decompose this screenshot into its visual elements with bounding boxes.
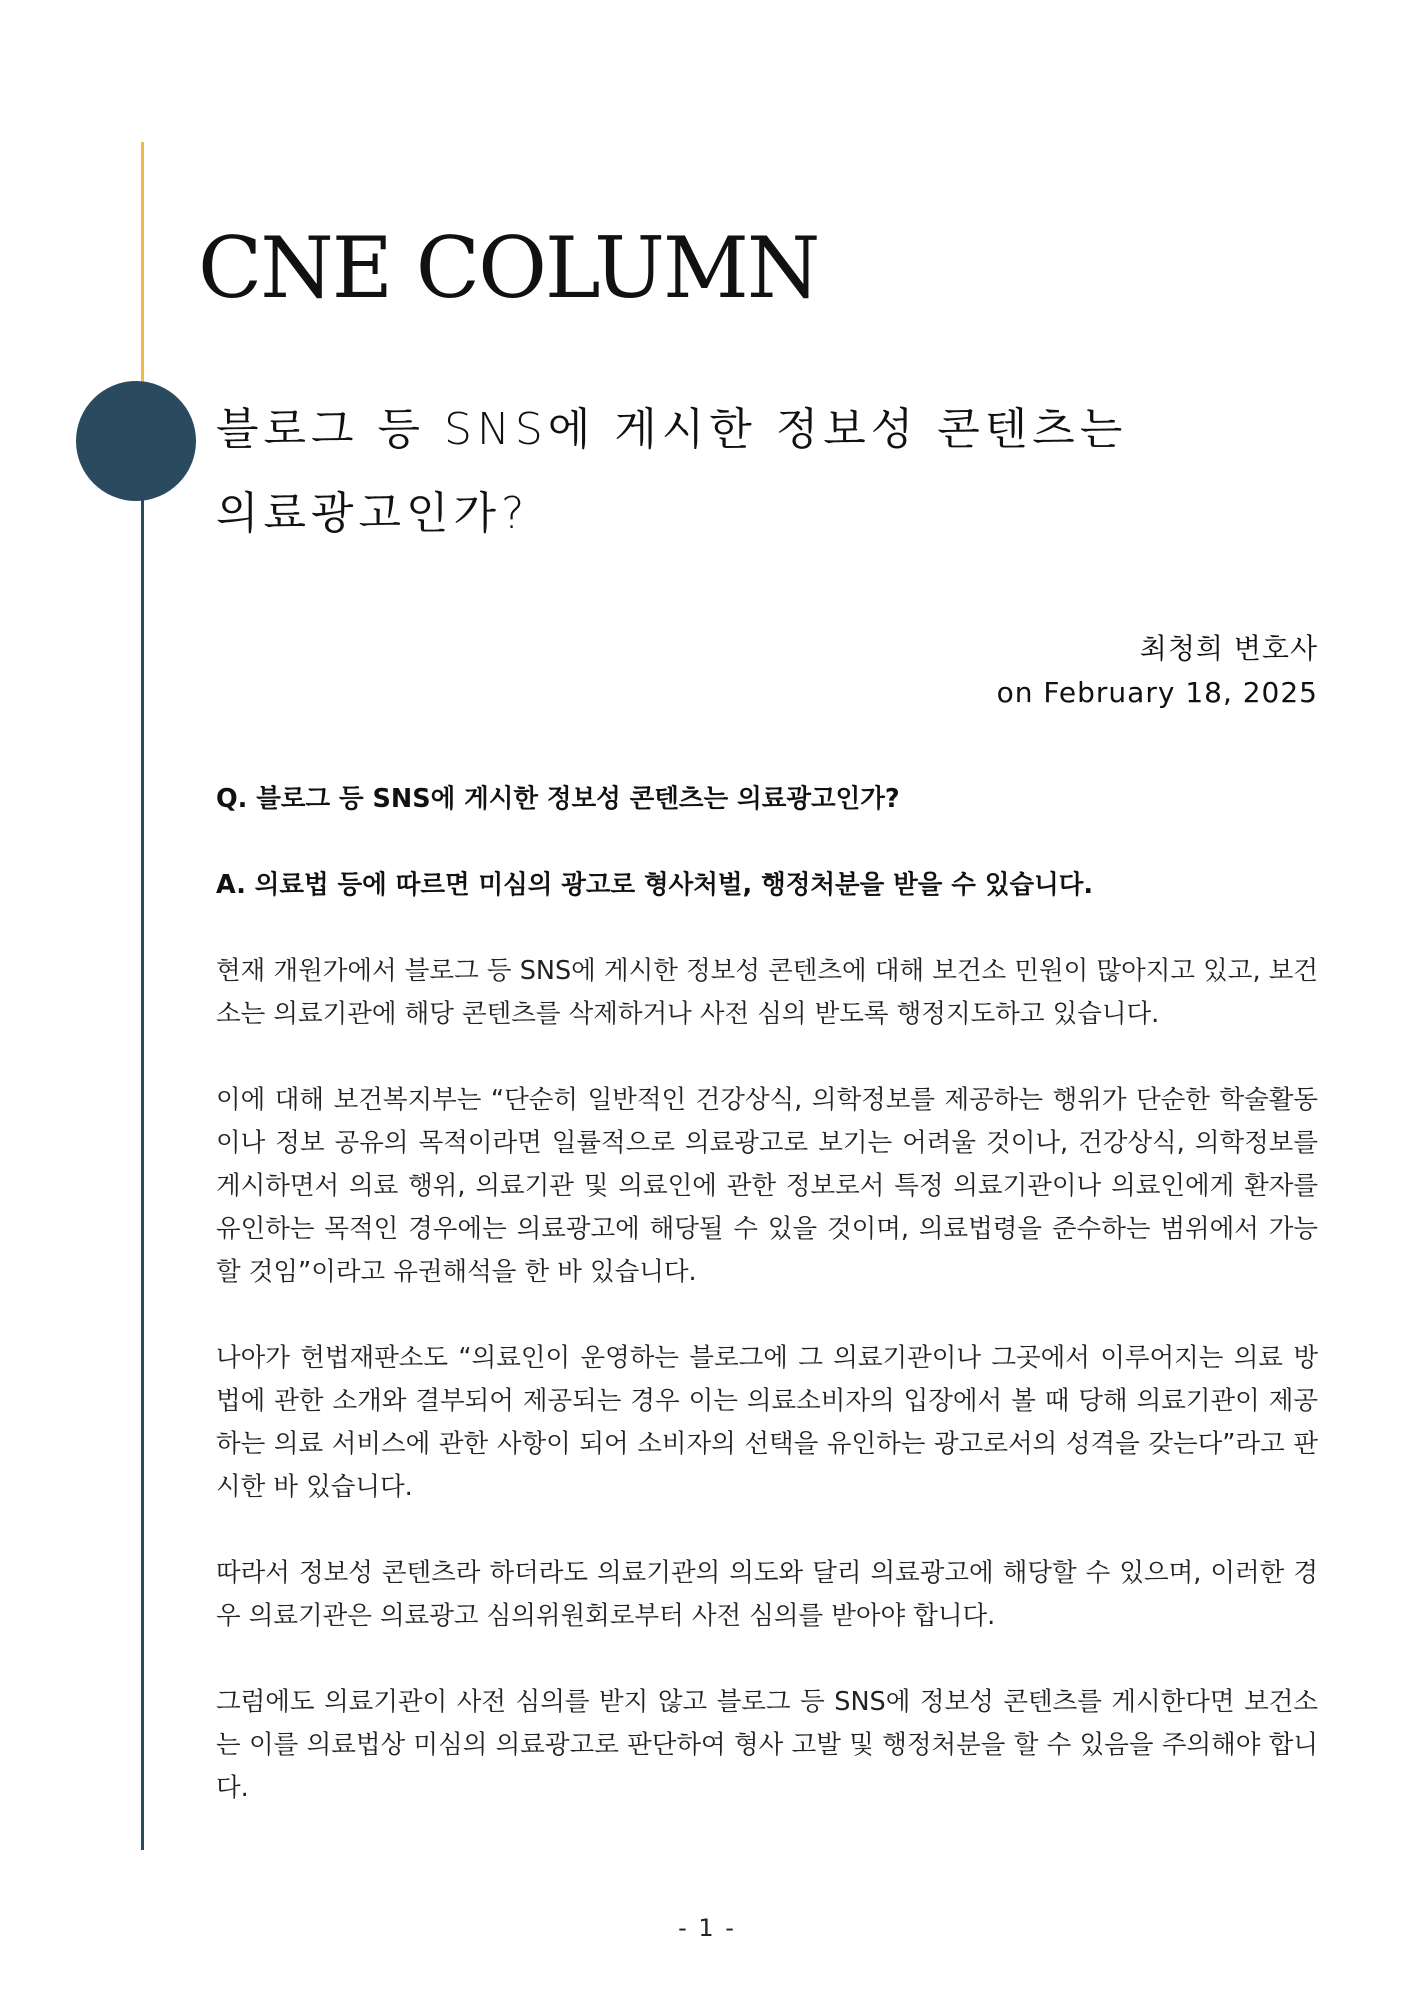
body-paragraph-4: 따라서 정보성 콘텐츠라 하더라도 의료기관의 의도와 달리 의료광고에 해당할 수 있으며, 이러한 경우 의료기관은 의료광고 심의위원회로부터 사전 심의를 받아야 합니다. — [216, 1558, 1318, 1631]
article-body — [216, 778, 1318, 1810]
accent-line-bottom — [141, 440, 144, 1850]
publish-date: on February 18, 2025 — [996, 676, 1318, 709]
article-title — [216, 388, 1216, 556]
page-number: - 1 - — [678, 1914, 736, 1942]
article-title-line-2: 의료광고인가? — [216, 488, 530, 539]
body-paragraph-5: 그럼에도 의료기관이 사전 심의를 받지 않고 블로그 등 SNS에 정보성 콘텐츠를 게시한다면 보건소는 이를 의료법상 미심의 의료광고로 판단하여 형사 고발 및 행정처분을 할 수 있음을 주의해야 합니다. — [216, 1687, 1318, 1803]
author-name: 최청희 변호사 — [1139, 632, 1318, 665]
answer-heading: A. 의료법 등에 따르면 미심의 광고로 형사처벌, 행정처분을 받을 수 있습니다. — [216, 870, 1094, 900]
accent-circle — [76, 381, 196, 501]
body-paragraph-1: 현재 개원가에서 블로그 등 SNS에 게시한 정보성 콘텐츠에 대해 보건소 민원이 많아지고 있고, 보건소는 의료기관에 해당 콘텐츠를 삭제하거나 사전 심의 받도록 행정지도하고 있습니다. — [216, 956, 1318, 1029]
column-title: CNE COLUMN — [198, 219, 819, 317]
body-paragraph-2: 이에 대해 보건복지부는 “단순히 일반적인 건강상식, 의학정보를 제공하는 행위가 단순한 학술활동이나 정보 공유의 목적이라면 일률적으로 의료광고로 보기는 어려울 것이나, 건강상식, 의학정보를 게시하면서 의료 행위, 의료기관 및 의료인에 관한 정보로서 특정 의료기관이나 의료인에게 환자를 유인하는 목적인 경우에는 의료광고에 해당될 수 있을 것이며, 의료법령을 준수하는 범위에서 가능할 것임”이라고 유권해석을 한 바 있습니다. — [216, 1085, 1318, 1287]
body-paragraph-3: 나아가 헌법재판소도 “의료인이 운영하는 블로그에 그 의료기관이나 그곳에서 이루어지는 의료 방법에 관한 소개와 결부되어 제공되는 경우 이는 의료소비자의 입장에서 볼 때 당해 의료기관이 제공하는 의료 서비스에 관한 사항이 되어 소비자의 선택을 유인하는 광고로서의 성격을 갖는다”라고 판시한 바 있습니다. — [216, 1343, 1318, 1502]
article-title-line-1: 블로그 등 SNS에 게시한 정보성 콘텐츠는 — [216, 404, 1128, 455]
byline — [997, 627, 1318, 715]
question-heading: Q. 블로그 등 SNS에 게시한 정보성 콘텐츠는 의료광고인가? — [216, 784, 900, 814]
